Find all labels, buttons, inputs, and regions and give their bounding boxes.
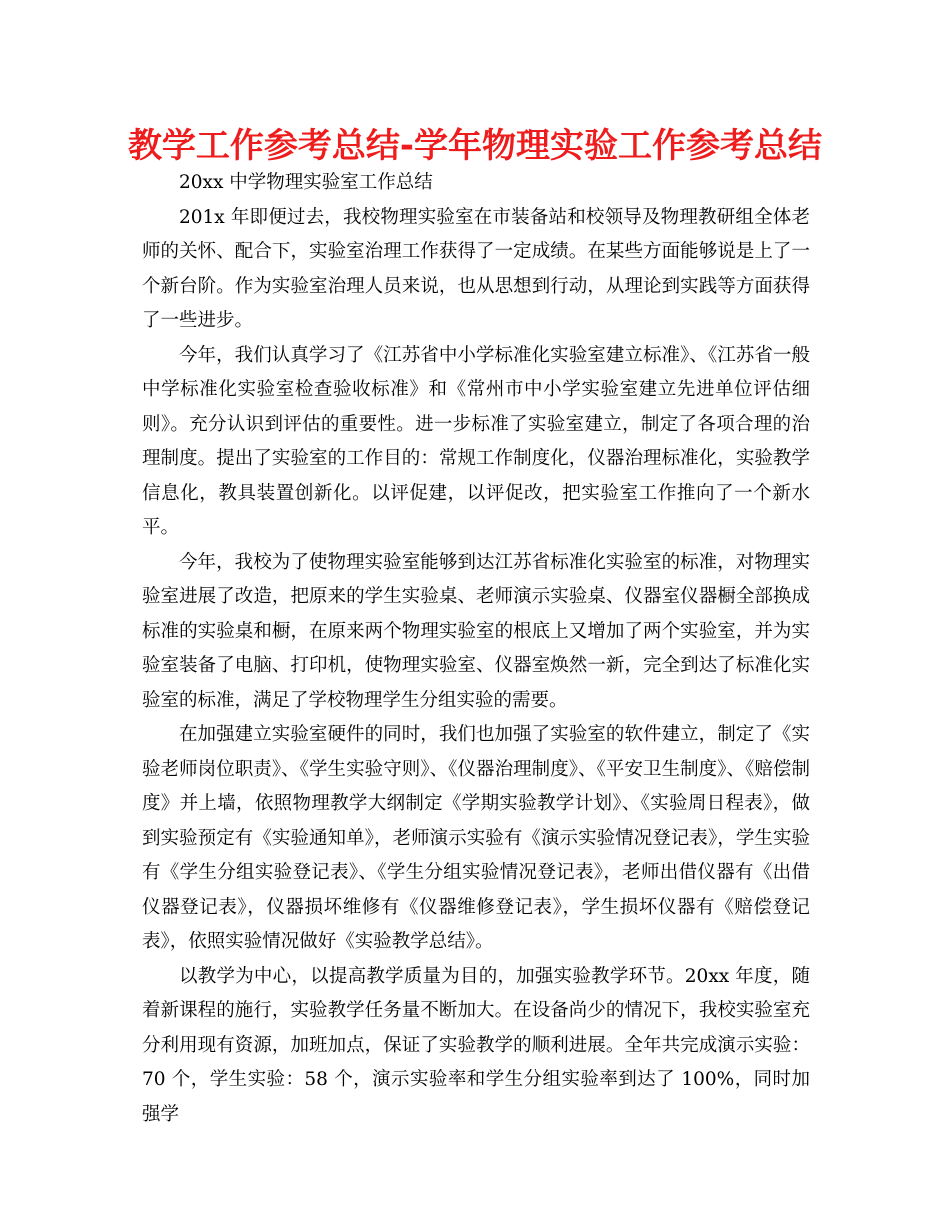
- paragraph-3: 今年，我校为了使物理实验室能够到达江苏省标准化实验室的标准，对物理实验室进展了改造，把原来的学生实验桌、老师演示实验桌、仪器室仪器橱全部换成标准的实验桌和橱，在原来两个物理实验室的根底上又增加了两个实验室，并为实验室装备了电脑、打印机，使物理实验室、仪器室焕然一新，完全到达了标准化实验室的标准，满足了学校物理学生分组实验的需要。: [142, 551, 810, 711]
- paragraph-4: 在加强建立实验室硬件的同时，我们也加强了实验室的软件建立，制定了《实验老师岗位职责》、《学生实验守则》、《仪器治理制度》、《平安卫生制度》、《赔偿制度》并上墙，依照物理教学大纲制定《学期实验教学计划》、《实验周日程表》，做到实验预定有《实验通知单》，老师演示实验有《演示实验情况登记表》，学生实验有《学生分组实验登记表》、《学生分组实验情况登记表》，老师出借仪器有《出借仪器登记表》，仪器损坏维修有《仪器维修登记表》，学生损坏仪器有《赔偿登记表》，依照实验情况做好《实验教学总结》。: [142, 724, 810, 952]
- paragraph-5: 以教学为中心，以提高教学质量为目的，加强实验教学环节。20xx 年度，随着新课程的施行，实验教学任务量不断加大。在设备尚少的情况下，我校实验室充分利用现有资源，加班加点，保证了实验教学的顺利进展。全年共完成演示实验：70 个，学生实验：58 个，演示实验率和学生分组实验率到达了 100%，同时加强学: [142, 965, 810, 1125]
- paragraph-2: 今年，我们认真学习了《江苏省中小学标准化实验室建立标准》、《江苏省一般中学标准化实验室检查验收标准》和《常州市中小学实验室建立先进单位评估细则》。充分认识到评估的重要性。进一步标准了实验室建立，制定了各项合理的治理制度。提出了实验室的工作目的：常规工作制度化，仪器治理标准化，实验教学信息化，教具装置创新化。以评促建，以评促改，把实验室工作推向了一个新水平。: [142, 344, 810, 538]
- document-body: [142, 166, 810, 1132]
- document-subtitle: 20xx 中学物理实验室工作总结: [179, 172, 433, 193]
- document-title: 教学工作参考总结-学年物理实验工作参考总结: [127, 126, 823, 166]
- paragraph-1: 201x 年即便过去，我校物理实验室在市装备站和校领导及物理教研组全体老师的关怀、配合下，实验室治理工作获得了一定成绩。在某些方面能够说是上了一个新台阶。作为实验室治理人员来说，也从思想到行动，从理论到实践等方面获得了一些进步。: [142, 206, 810, 331]
